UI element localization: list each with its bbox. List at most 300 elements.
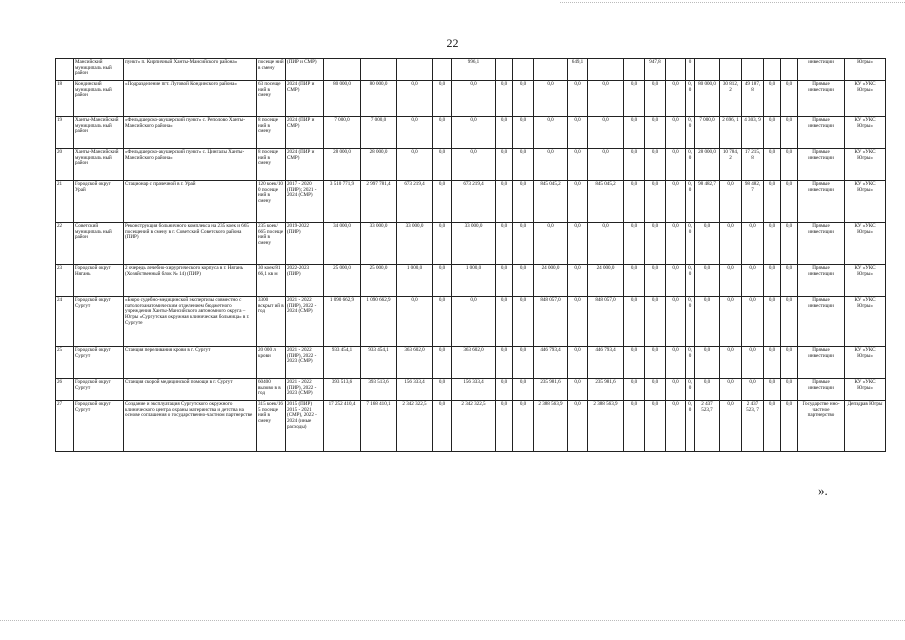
table-cell-mun: Советский муниципаль ный район — [74, 223, 124, 265]
table-cell-c12: 0,0 — [513, 223, 534, 265]
table-cell-c17: 0,0 — [645, 81, 666, 117]
table-cell-fb: 2 997 781,4 — [361, 181, 397, 223]
table-cell-src: Прямые инвестиции — [798, 347, 845, 379]
table-cell-src: Прямые инвестиции — [798, 149, 845, 181]
table-cell-c21: 0,0 — [720, 401, 742, 452]
table-cell-cust: КУ «УКС Югры» — [845, 297, 886, 347]
table-cell-c14: 649,1 — [568, 59, 588, 81]
table-cell-c10: 673 219,4 — [452, 181, 496, 223]
table-cell-no: 23 — [56, 265, 74, 297]
table-cell-c10: 363 602,0 — [452, 347, 496, 379]
table-cell-c18: 0,0 — [666, 117, 686, 149]
table-cell-c24: 0,0 — [781, 347, 798, 379]
table-row — [56, 81, 886, 117]
table-cell-tot: 393 513,6 — [324, 379, 361, 401]
table-cell-c16: 0,0 — [624, 347, 645, 379]
table-cell-c22: 0,0 — [742, 347, 764, 379]
table-cell-fb: 7 168 410,1 — [361, 401, 397, 452]
table-cell-bo: 363 602,0 — [397, 347, 433, 379]
table-cell-mun: Городской округ Урай — [74, 181, 124, 223]
table-cell-c14: 0,0 — [568, 297, 588, 347]
table-cell-c24: 0,0 — [781, 81, 798, 117]
table-cell-c18: 0,0 — [666, 265, 686, 297]
table-cell-no — [56, 59, 74, 81]
table-row — [56, 379, 886, 401]
table-cell-c12: 0,0 — [513, 181, 534, 223]
table-cell-obj: «Подразделение пгт. Луговой Кондинского района» — [124, 81, 257, 117]
table-cell-c24: 0,0 — [781, 265, 798, 297]
table-cell-c15: 0,0 — [588, 81, 624, 117]
table-cell-c15: 2 388 563,9 — [588, 401, 624, 452]
table-cell-src: Прямые инвестиции — [798, 265, 845, 297]
table-cell-c20: 7 000,0 — [695, 117, 720, 149]
table-cell-c11: 0,0 — [496, 265, 513, 297]
table-cell-cap: 120 коек/10 0 посеще ний в смену — [257, 181, 286, 223]
table-cell-cap: 60400 вызово в в год — [257, 379, 286, 401]
table-cell-cap: 3300 вскрыт ий в год — [257, 297, 286, 347]
table-cell-c19: 0 — [686, 59, 695, 81]
table-cell-bo: 0,0 — [397, 81, 433, 117]
table-cell-c17: 947,8 — [645, 59, 666, 81]
investment-table — [55, 58, 886, 452]
table-cell-c17: 0,0 — [645, 181, 666, 223]
table-cell-c19: 0, 0 — [686, 117, 695, 149]
table-cell-c20 — [695, 59, 720, 81]
table-cell-c16: 0,0 — [624, 117, 645, 149]
table-cell-tot: 34 000,0 — [324, 223, 361, 265]
table-cell-c14: 0,0 — [568, 265, 588, 297]
end-mark: ». — [818, 483, 828, 498]
table-cell-fb: 393 513,6 — [361, 379, 397, 401]
table-cell-c20: 0,0 — [695, 265, 720, 297]
table-cell-no: 27 — [56, 401, 74, 452]
table-row — [56, 223, 886, 265]
table-cell-per: 2022-2023 (ПИР) — [286, 265, 324, 297]
table-cell-c16: 0,0 — [624, 379, 645, 401]
table-cell-c11: 0,0 — [496, 223, 513, 265]
table-cell-no: 22 — [56, 223, 74, 265]
table-cell-mun: Городской округ Нягань — [74, 265, 124, 297]
table-cell-bo: 156 333,4 — [397, 379, 433, 401]
table-cell-c21: 0,0 — [720, 223, 742, 265]
table-cell-c14: 0,0 — [568, 401, 588, 452]
table-cell-c20: 0,0 — [695, 379, 720, 401]
table-cell-c19: 0, 0 — [686, 297, 695, 347]
table-cell-c21: 0,0 — [720, 181, 742, 223]
table-cell-per: 2021 - 2022 (ПИР), 2022 - 2023 (СМР) — [286, 347, 324, 379]
table-cell-c11 — [496, 59, 513, 81]
table-cell-c18 — [666, 59, 686, 81]
table-cell-c15: 235 981,6 — [588, 379, 624, 401]
table-cell-obj: Создание и эксплуатация Сургутского окружного клинического центра охраны материнства и детства на основе соглашения о государственно-частном партнерстве — [124, 401, 257, 452]
table-cell-no: 18 — [56, 81, 74, 117]
table-cell-per: 2024 (ПИР и СМР) — [286, 149, 324, 181]
table-body — [56, 59, 886, 452]
table-cell-c24: 0,0 — [781, 401, 798, 452]
table-cell-c21: 2 696, 1 — [720, 117, 742, 149]
table-cell-c18: 0,0 — [666, 223, 686, 265]
table-cell-cap: 8 посеще ний в смену — [257, 149, 286, 181]
table-cell-c11: 0,0 — [496, 347, 513, 379]
table-cell-mun: Кондинский муниципаль ный район — [74, 81, 124, 117]
table-cell-c21 — [720, 59, 742, 81]
table-cell-c18: 0,0 — [666, 81, 686, 117]
table-cell-obj: Станция скорой медицинской помощи в г. Сургут — [124, 379, 257, 401]
table-cell-c24: 0,0 — [781, 223, 798, 265]
table-cell-mun: Городской округ Сургут — [74, 379, 124, 401]
table-cell-cust: Югры» — [845, 59, 886, 81]
table-cell-bo: 0,0 — [397, 149, 433, 181]
table-cell-c9: 0,0 — [433, 347, 452, 379]
table-cell-c16: 0,0 — [624, 81, 645, 117]
table-cell-c17: 0,0 — [645, 401, 666, 452]
table-cell-c22: 98 482, 7 — [742, 181, 764, 223]
table-cell-c23: 0,0 — [764, 401, 781, 452]
table-cell-c11: 0,0 — [496, 297, 513, 347]
table-cell-cap: 20 000 л крови — [257, 347, 286, 379]
table-cell-c22: 2 437 523, 7 — [742, 401, 764, 452]
table-cell-src: Прямые инвестиции — [798, 81, 845, 117]
table-cell-c17: 0,0 — [645, 265, 666, 297]
table-cell-cust: КУ «УКС Югры» — [845, 379, 886, 401]
table-cell-tot: 3 510 771,9 — [324, 181, 361, 223]
table-cell-c19: 0, 0 — [686, 181, 695, 223]
table-cell-c10: 156 333,4 — [452, 379, 496, 401]
table-cell-c19: 0, 0 — [686, 81, 695, 117]
table-cell-c23: 0,0 — [764, 347, 781, 379]
table-cell-c15: 0,0 — [588, 223, 624, 265]
table-cell-c9: 0,0 — [433, 117, 452, 149]
table-cell-src: Прямые инвестиции — [798, 223, 845, 265]
table-cell-c9: 0,0 — [433, 379, 452, 401]
table-cell-c12: 0,0 — [513, 117, 534, 149]
table-cell-tot: 28 000,0 — [324, 149, 361, 181]
table-cell-src: Прямые инвестиции — [798, 297, 845, 347]
table-cell-c20: 80 000,0 — [695, 81, 720, 117]
table-cell-c16: 0,0 — [624, 401, 645, 452]
table-cell-c16 — [624, 59, 645, 81]
table-cell-c11: 0,0 — [496, 181, 513, 223]
table-cell-c14: 0,0 — [568, 149, 588, 181]
table-cell-c10: 2 342 322,5 — [452, 401, 496, 452]
table-cell-c10: 0,0 — [452, 149, 496, 181]
table-cell-c17: 0,0 — [645, 379, 666, 401]
table-cell-c22: 49 187, 8 — [742, 81, 764, 117]
table-cell-c14: 0,0 — [568, 223, 588, 265]
table-cell-per: 2021 - 2022 (ПИР), 2022 - 2023 (СМР) — [286, 379, 324, 401]
table-cell-c23: 0,0 — [764, 265, 781, 297]
table-cell-c24: 0,0 — [781, 117, 798, 149]
table-cell-c24: 0,0 — [781, 297, 798, 347]
table-cell-c19: 0, 0 — [686, 347, 695, 379]
table-cell-c10: 0,0 — [452, 81, 496, 117]
table-cell-c12: 0,0 — [513, 81, 534, 117]
table-cell-c11: 0,0 — [496, 149, 513, 181]
table-cell-c22: 0,0 — [742, 297, 764, 347]
table-cell-per: (ПИР и СМР) — [286, 59, 324, 81]
table-cell-mun: Ханты-Мансийский муниципаль ный район — [74, 117, 124, 149]
table-cell-src: инвестиции — [798, 59, 845, 81]
table-cell-c9: 0,0 — [433, 181, 452, 223]
table-row — [56, 181, 886, 223]
table-cell-c13: 0,0 — [534, 223, 568, 265]
scan-dots — [560, 2, 905, 4]
table-cell-c11: 0,0 — [496, 81, 513, 117]
table-cell-fb — [361, 59, 397, 81]
table-cell-c15: 24 000,0 — [588, 265, 624, 297]
table-cell-c18: 0,0 — [666, 181, 686, 223]
table-cell-obj: пункт» п. Кирпичный Ханты-Мансийского района» — [124, 59, 257, 81]
table-cell-c13 — [534, 59, 568, 81]
table-cell-cust: Депздрав Югры — [845, 401, 886, 452]
table-cell-tot: 1 090 662,9 — [324, 297, 361, 347]
table-cell-c13: 2 388 563,9 — [534, 401, 568, 452]
table-cell-c9: 0,0 — [433, 149, 452, 181]
table-cell-c20: 28 000,0 — [695, 149, 720, 181]
table-cell-c16: 0,0 — [624, 265, 645, 297]
table-cell-c14: 0,0 — [568, 81, 588, 117]
table-cell-c19: 0, 0 — [686, 149, 695, 181]
table-cell-cap: 30 коек/81 66,1 кв м — [257, 265, 286, 297]
table-cell-c12: 0,0 — [513, 149, 534, 181]
table-cell-c22: 4 303, 9 — [742, 117, 764, 149]
table-cell-c10: 0,0 — [452, 117, 496, 149]
table-cell-cap: посеще ний в смену — [257, 59, 286, 81]
table-cell-c16: 0,0 — [624, 297, 645, 347]
table-cell-obj: 2 очередь лечебно-хирургического корпуса в г. Нягань (Хозяйственный блок № 14) (ПИР) — [124, 265, 257, 297]
table-cell-c14: 0,0 — [568, 379, 588, 401]
table-cell-obj: «Фельдшерско-акушерский пункт» с. Реполово Ханты-Мансийского района» — [124, 117, 257, 149]
table-cell-c24 — [781, 59, 798, 81]
table-cell-mun: Мансийский муниципаль ный район — [74, 59, 124, 81]
table-cell-c10: 1 000,0 — [452, 265, 496, 297]
table-cell-no: 19 — [56, 117, 74, 149]
table-cell-per: 2019-2022 (ПИР) — [286, 223, 324, 265]
table-cell-cap: 63 посеще ний в смену — [257, 81, 286, 117]
table-cell-bo: 33 000,0 — [397, 223, 433, 265]
table-cell-c15: 446 793,4 — [588, 347, 624, 379]
table-cell-per: 2015 (ПИР) 2015 - 2021 (СМР), 2022 - 2024 (иные расходы) — [286, 401, 324, 452]
table-cell-c16: 0,0 — [624, 149, 645, 181]
table-cell-c13: 446 793,4 — [534, 347, 568, 379]
table-cell-c13: 848 057,0 — [534, 297, 568, 347]
table-cell-c13: 0,0 — [534, 117, 568, 149]
table-cell-c17: 0,0 — [645, 149, 666, 181]
table-row — [56, 117, 886, 149]
table-cell-c23: 0,0 — [764, 149, 781, 181]
table-cell-c16: 0,0 — [624, 181, 645, 223]
table-cell-c10: 996,1 — [452, 59, 496, 81]
table-cell-obj: «Фельдшерско-акушерский пункт» с. Цингалы Ханты-Мансийского района» — [124, 149, 257, 181]
table-cell-tot — [324, 59, 361, 81]
table-cell-c9: 0,0 — [433, 223, 452, 265]
table-row — [56, 297, 886, 347]
table-cell-src: Государстве нно-частное партнерство — [798, 401, 845, 452]
table-cell-c12 — [513, 59, 534, 81]
table-cell-c22: 0,0 — [742, 223, 764, 265]
table-cell-c19: 0, 0 — [686, 265, 695, 297]
table-cell-c17: 0,0 — [645, 297, 666, 347]
table-cell-c20: 98 482,7 — [695, 181, 720, 223]
table-cell-mun: Городской округ Сургут — [74, 297, 124, 347]
table-cell-cust: КУ «УКС Югры» — [845, 265, 886, 297]
table-row — [56, 59, 886, 81]
table-cell-cust: КУ «УКС Югры» — [845, 181, 886, 223]
table-cell-c13: 235 981,6 — [534, 379, 568, 401]
table-cell-c22 — [742, 59, 764, 81]
table-cell-c10: 33 000,0 — [452, 223, 496, 265]
table-cell-c18: 0,0 — [666, 401, 686, 452]
table-cell-no: 20 — [56, 149, 74, 181]
table-cell-c18: 0,0 — [666, 379, 686, 401]
table-cell-mun: Городской округ Сургут — [74, 401, 124, 452]
table-cell-c18: 0,0 — [666, 347, 686, 379]
table-cell-bo: 673 219,4 — [397, 181, 433, 223]
table-cell-per: 2021 - 2022 (ПИР), 2022 - 2024 (СМР) — [286, 297, 324, 347]
table-cell-fb: 28 000,0 — [361, 149, 397, 181]
table-cell-c16: 0,0 — [624, 223, 645, 265]
table-row — [56, 347, 886, 379]
table-cell-c17: 0,0 — [645, 117, 666, 149]
table-cell-cust: КУ «УКС Югры» — [845, 347, 886, 379]
table-cell-bo: 1 000,0 — [397, 265, 433, 297]
table-cell-c12: 0,0 — [513, 265, 534, 297]
table-cell-src: Прямые инвестиции — [798, 379, 845, 401]
table-cell-c20: 0,0 — [695, 297, 720, 347]
table-cell-c19: 0, 0 — [686, 379, 695, 401]
table-cell-mun: Ханты-Мансийский муниципаль ный район — [74, 149, 124, 181]
table-cell-c15: 0,0 — [588, 149, 624, 181]
table-cell-mun: Городской округ Сургут — [74, 347, 124, 379]
table-cell-c23: 0,0 — [764, 297, 781, 347]
table-cell-c13: 845 045,2 — [534, 181, 568, 223]
table-cell-c20: 0,0 — [695, 223, 720, 265]
table-cell-no: 25 — [56, 347, 74, 379]
table-cell-c24: 0,0 — [781, 379, 798, 401]
table-cell-c15: 845 045,2 — [588, 181, 624, 223]
table-cell-obj: Стационар с прачечной в г. Урай — [124, 181, 257, 223]
table-cell-c21: 0,0 — [720, 379, 742, 401]
table-cell-c17: 0,0 — [645, 347, 666, 379]
table-cell-c23: 0,0 — [764, 181, 781, 223]
table-cell-c19: 0, 0 — [686, 401, 695, 452]
table-cell-cust: КУ «УКС Югры» — [845, 223, 886, 265]
table-cell-bo: 0,0 — [397, 297, 433, 347]
table-cell-c11: 0,0 — [496, 117, 513, 149]
table-cell-fb: 25 000,0 — [361, 265, 397, 297]
table-cell-cap: 315 коек/16 5 посеще ний в смену — [257, 401, 286, 452]
table-cell-no: 21 — [56, 181, 74, 223]
table-cell-c22: 0,0 — [742, 265, 764, 297]
table-cell-c20: 0,0 — [695, 347, 720, 379]
table-cell-c21: 10 784, 2 — [720, 149, 742, 181]
table-cell-c11: 0,0 — [496, 379, 513, 401]
table-cell-obj: «Бюро судебно-медицинской экспертизы совместно с патологоанатомическим отделением бюджетного учреждения Ханты-Мансийского автономного округа – Югры «Сургутская окружная клиническая больница» в г. Сургуте — [124, 297, 257, 347]
table-cell-c23 — [764, 59, 781, 81]
table-cell-fb: 80 000,0 — [361, 81, 397, 117]
table-cell-c18: 0,0 — [666, 149, 686, 181]
table-cell-c13: 0,0 — [534, 81, 568, 117]
table-cell-c14: 0,0 — [568, 181, 588, 223]
table-cell-no: 24 — [56, 297, 74, 347]
table-cell-cust: КУ «УКС Югры» — [845, 81, 886, 117]
table-cell-c18: 0,0 — [666, 297, 686, 347]
page-number: 22 — [446, 36, 459, 50]
table-cell-c22: 0,0 — [742, 379, 764, 401]
table-cell-tot: 17 252 410,4 — [324, 401, 361, 452]
table-cell-c9 — [433, 59, 452, 81]
table-cell-fb: 33 000,0 — [361, 223, 397, 265]
table-cell-c9: 0,0 — [433, 265, 452, 297]
table-row — [56, 401, 886, 452]
table-cell-bo: 0,0 — [397, 117, 433, 149]
table-cell-c11: 0,0 — [496, 401, 513, 452]
table-cell-tot: 80 000,0 — [324, 81, 361, 117]
table-cell-c23: 0,0 — [764, 223, 781, 265]
table-cell-src: Прямые инвестиции — [798, 181, 845, 223]
table-cell-c10: 0,0 — [452, 297, 496, 347]
table-cell-per: 2017 - 2020 (ПИР); 2021 - 2024 (СМР) — [286, 181, 324, 223]
table-cell-bo: 2 342 322,5 — [397, 401, 433, 452]
table-cell-fb: 933 454,1 — [361, 347, 397, 379]
scan-dots — [0, 620, 905, 622]
table-cell-c24: 0,0 — [781, 181, 798, 223]
table-cell-cust: КУ «УКС Югры» — [845, 149, 886, 181]
table-cell-tot: 25 000,0 — [324, 265, 361, 297]
table-cell-c9: 0,0 — [433, 81, 452, 117]
table-cell-c17: 0,0 — [645, 223, 666, 265]
table-cell-tot: 7 000,0 — [324, 117, 361, 149]
table-cell-c15: 0,0 — [588, 117, 624, 149]
table-cell-c12: 0,0 — [513, 379, 534, 401]
table-cell-c12: 0,0 — [513, 401, 534, 452]
table-cell-c23: 0,0 — [764, 117, 781, 149]
table-cell-bo — [397, 59, 433, 81]
table-cell-src: Прямые инвестиции — [798, 117, 845, 149]
table-cell-obj: Станция переливания крови в г. Сургут — [124, 347, 257, 379]
table-cell-c15: 848 057,0 — [588, 297, 624, 347]
table-cell-c12: 0,0 — [513, 297, 534, 347]
table-cell-cap: 8 посеще ний в смену — [257, 117, 286, 149]
table-cell-c14: 0,0 — [568, 117, 588, 149]
table-cell-per: 2024 (ПИР и СМР) — [286, 81, 324, 117]
table-cell-per: 2024 (ПИР и СМР) — [286, 117, 324, 149]
table-cell-c20: 2 437 523,7 — [695, 401, 720, 452]
table-cell-obj: Реконструкция больничного комплекса на 235 коек и 665 посещений в смену в г. Советский Советского района (ПИР) — [124, 223, 257, 265]
table-cell-c22: 17 215, 8 — [742, 149, 764, 181]
table-row — [56, 149, 886, 181]
table-cell-tot: 933 454,1 — [324, 347, 361, 379]
table-cell-c21: 0,0 — [720, 297, 742, 347]
table-cell-c12: 0,0 — [513, 347, 534, 379]
table-cell-c15 — [588, 59, 624, 81]
table-cell-c9: 0,0 — [433, 401, 452, 452]
table-cell-c21: 0,0 — [720, 265, 742, 297]
table-cell-c13: 24 000,0 — [534, 265, 568, 297]
table-row — [56, 265, 886, 297]
table-cell-cap: 235 коек/ 665 посеще ний в смену — [257, 223, 286, 265]
table-cell-c9: 0,0 — [433, 297, 452, 347]
table-cell-c21: 30 812, 2 — [720, 81, 742, 117]
table-cell-fb: 1 090 662,9 — [361, 297, 397, 347]
table-cell-c19: 0, 0 — [686, 223, 695, 265]
table-cell-c24: 0,0 — [781, 149, 798, 181]
table-cell-c21: 0,0 — [720, 347, 742, 379]
table-cell-c23: 0,0 — [764, 81, 781, 117]
table-cell-c23: 0,0 — [764, 379, 781, 401]
table-cell-no: 26 — [56, 379, 74, 401]
table-cell-cust: КУ «УКС Югры» — [845, 117, 886, 149]
